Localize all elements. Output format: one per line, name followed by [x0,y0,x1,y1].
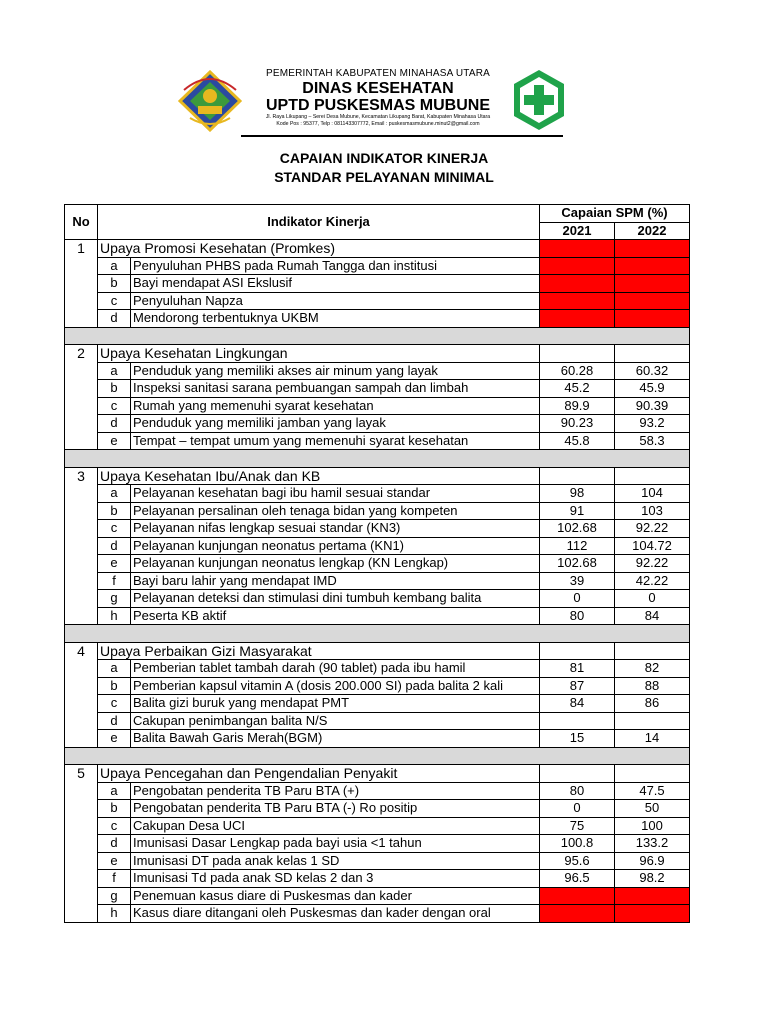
row-value-2022: 58.3 [615,432,690,450]
table-row [65,537,690,555]
header-no: No [65,205,98,240]
table-row [65,415,690,433]
row-value-2021: 87 [540,677,615,695]
row-value-2021: 102.68 [540,520,615,538]
section-title: Upaya Promosi Kesehatan (Promkes) [98,240,540,258]
row-value-2022: 86 [615,695,690,713]
row-letter: b [98,502,131,520]
row-value-2021: 90.23 [540,415,615,433]
header-year-2022: 2022 [615,222,690,240]
document-title-line-2: STANDAR PELAYANAN MINIMAL [274,169,494,185]
table-row [65,852,690,870]
row-value-2022: 92.22 [615,520,690,538]
table-row [65,870,690,888]
section-row [65,240,690,258]
row-value-2021: 39 [540,572,615,590]
section-row [65,467,690,485]
row-indicator-label: Pelayanan kunjungan neonatus lengkap (KN Lengkap) [131,555,540,573]
row-letter: a [98,257,131,275]
row-indicator-label: Pemberian kapsul vitamin A (dosis 200.000 SI) pada balita 2 kali [131,677,540,695]
uptd-name: UPTD PUSKESMAS MUBUNE [265,97,490,114]
row-indicator-label: Pelayanan nifas lengkap sesuai standar (KN3) [131,520,540,538]
row-value-2022: 42.22 [615,572,690,590]
table-row [65,660,690,678]
table-row [65,555,690,573]
section-value-cell [540,345,615,363]
row-letter: g [98,887,131,905]
row-letter: d [98,712,131,730]
row-value-2021: 95.6 [540,852,615,870]
row-value-2022 [615,275,690,293]
section-value-cell [540,765,615,783]
row-value-2021: 89.9 [540,397,615,415]
row-letter: b [98,275,131,293]
section-gap [65,450,690,468]
row-indicator-label: Balita gizi buruk yang mendapat PMT [131,695,540,713]
document-title-line-1: CAPAIAN INDIKATOR KINERJA [279,150,489,166]
row-value-2021: 96.5 [540,870,615,888]
row-value-2022: 96.9 [615,852,690,870]
row-indicator-label: Cakupan penimbangan balita N/S [131,712,540,730]
row-letter: c [98,397,131,415]
row-value-2022 [615,712,690,730]
row-value-2021: 80 [540,607,615,625]
row-value-2022: 88 [615,677,690,695]
table-row [65,292,690,310]
row-indicator-label: Imunisasi Dasar Lengkap pada bayi usia <1 tahun [131,835,540,853]
row-value-2021: 0 [540,590,615,608]
table-row [65,397,690,415]
row-value-2022: 103 [615,502,690,520]
row-value-2021: 75 [540,817,615,835]
row-value-2022: 45.9 [615,380,690,398]
table-row [65,275,690,293]
row-letter: c [98,520,131,538]
section-gap [65,625,690,643]
row-indicator-label: Pelayanan kesehatan bagi ibu hamil sesuai standar [131,485,540,503]
row-letter: b [98,800,131,818]
row-letter: a [98,485,131,503]
kabupaten-emblem-logo [178,70,242,132]
row-value-2022: 104 [615,485,690,503]
table-row [65,520,690,538]
row-indicator-label: Penyuluhan PHBS pada Rumah Tangga dan institusi [131,257,540,275]
row-value-2022 [615,310,690,328]
row-indicator-label: Rumah yang memenuhi syarat kesehatan [131,397,540,415]
gap-cell [65,327,690,345]
table-row [65,502,690,520]
row-letter: h [98,905,131,923]
row-letter: d [98,537,131,555]
row-value-2021 [540,310,615,328]
row-value-2021: 112 [540,537,615,555]
gap-cell [65,625,690,643]
section-title: Upaya Perbaikan Gizi Masyarakat [98,642,540,660]
government-name: PEMERINTAH KABUPATEN MINAHASA UTARA [265,68,491,79]
row-value-2021: 60.28 [540,362,615,380]
row-value-2021: 45.8 [540,432,615,450]
address-line-2: Kode Pos : 95377, Telp : 081143307772, Email : puskesmasmubune.minut2@gmail.com [276,120,480,127]
row-letter: e [98,432,131,450]
row-letter: b [98,677,131,695]
row-value-2021: 80 [540,782,615,800]
table-row [65,310,690,328]
row-value-2022: 98.2 [615,870,690,888]
address-line-1: Jl. Raya Likupang – Serei Desa Mubune, Kecamatan Likupang Barat, Kabupaten Minahasa Utara [265,114,491,120]
row-indicator-label: Mendorong terbentuknya UKBM [131,310,540,328]
row-indicator-label: Tempat – tempat umum yang memenuhi syarat kesehatan [131,432,540,450]
table-row [65,800,690,818]
row-indicator-label: Pengobatan penderita TB Paru BTA (+) [131,782,540,800]
row-indicator-label: Pengobatan penderita TB Paru BTA (-) Ro positip [131,800,540,818]
row-letter: a [98,660,131,678]
section-number: 2 [65,345,98,450]
section-gap [65,327,690,345]
row-value-2022: 133.2 [615,835,690,853]
section-value-cell [540,240,615,258]
row-indicator-label: Penduduk yang memiliki akses air minum yang layak [131,362,540,380]
row-indicator-label: Balita Bawah Garis Merah(BGM) [131,730,540,748]
row-indicator-label: Pemberian tablet tambah darah (90 tablet) pada ibu hamil [131,660,540,678]
gap-cell [65,450,690,468]
table-row [65,817,690,835]
row-letter: e [98,555,131,573]
row-indicator-label: Pelayanan deteksi dan stimulasi dini tumbuh kembang balita [131,590,540,608]
row-value-2022 [615,292,690,310]
row-indicator-label: Cakupan Desa UCI [131,817,540,835]
table-row [65,695,690,713]
table-row [65,905,690,923]
row-indicator-label: Penduduk yang memiliki jamban yang layak [131,415,540,433]
section-row [65,642,690,660]
row-value-2022: 60.32 [615,362,690,380]
row-letter: c [98,695,131,713]
row-value-2021 [540,292,615,310]
row-letter: f [98,870,131,888]
row-value-2022 [615,887,690,905]
section-value-cell [615,240,690,258]
section-value-cell [540,642,615,660]
row-value-2021: 102.68 [540,555,615,573]
row-value-2021 [540,257,615,275]
table-row [65,432,690,450]
row-value-2022: 104.72 [615,537,690,555]
row-letter: a [98,362,131,380]
section-title: Upaya Kesehatan Ibu/Anak dan KB [98,467,540,485]
section-gap [65,747,690,765]
section-value-cell [615,642,690,660]
row-value-2021: 100.8 [540,835,615,853]
row-value-2022: 100 [615,817,690,835]
table-row [65,677,690,695]
row-value-2022: 0 [615,590,690,608]
table-row [65,782,690,800]
row-value-2022 [615,905,690,923]
row-letter: d [98,835,131,853]
row-indicator-label: Pelayanan persalinan oleh tenaga bidan yang kompeten [131,502,540,520]
row-letter: b [98,380,131,398]
row-value-2022: 82 [615,660,690,678]
row-value-2021: 84 [540,695,615,713]
gap-cell [65,747,690,765]
section-number: 5 [65,765,98,923]
table-row [65,730,690,748]
row-letter: d [98,415,131,433]
table-row [65,887,690,905]
row-letter: d [98,310,131,328]
row-value-2022: 84 [615,607,690,625]
section-value-cell [615,467,690,485]
row-value-2022: 14 [615,730,690,748]
section-number: 4 [65,642,98,747]
row-indicator-label: Imunisasi Td pada anak SD kelas 2 dan 3 [131,870,540,888]
row-indicator-label: Pelayanan kunjungan neonatus pertama (KN1) [131,537,540,555]
section-value-cell [540,467,615,485]
row-indicator-label: Kasus diare ditangani oleh Puskesmas dan kader dengan oral [131,905,540,923]
table-row [65,362,690,380]
section-title: Upaya Kesehatan Lingkungan [98,345,540,363]
table-row [65,607,690,625]
table-row [65,712,690,730]
table-row [65,572,690,590]
letterhead-divider [241,135,563,137]
row-value-2022 [615,257,690,275]
section-row [65,765,690,783]
row-indicator-label: Imunisasi DT pada anak kelas 1 SD [131,852,540,870]
row-value-2021: 15 [540,730,615,748]
row-indicator-label: Penemuan kasus diare di Puskesmas dan kader [131,887,540,905]
spm-table [64,204,690,923]
table-row [65,257,690,275]
row-letter: f [98,572,131,590]
row-value-2022: 93.2 [615,415,690,433]
row-indicator-label: Bayi mendapat ASI Ekslusif [131,275,540,293]
row-value-2021: 91 [540,502,615,520]
row-value-2021 [540,712,615,730]
row-indicator-label: Penyuluhan Napza [131,292,540,310]
row-letter: c [98,817,131,835]
row-letter: c [98,292,131,310]
puskesmas-cross-logo [512,68,566,132]
row-indicator-label: Bayi baru lahir yang mendapat IMD [131,572,540,590]
table-row [65,380,690,398]
row-value-2022: 47.5 [615,782,690,800]
row-letter: e [98,730,131,748]
header-capaian: Capaian SPM (%) [540,205,690,223]
dinas-name: DINAS KESEHATAN [302,80,454,97]
row-letter: e [98,852,131,870]
row-indicator-label: Peserta KB aktif [131,607,540,625]
row-value-2021 [540,275,615,293]
section-value-cell [615,765,690,783]
section-number: 3 [65,467,98,625]
row-value-2021 [540,905,615,923]
header-year-2021: 2021 [540,222,615,240]
row-value-2022: 92.22 [615,555,690,573]
row-value-2021: 98 [540,485,615,503]
letterhead-text [246,68,510,127]
row-letter: a [98,782,131,800]
row-letter: h [98,607,131,625]
row-value-2021 [540,887,615,905]
table-row [65,485,690,503]
row-indicator-label: Inspeksi sanitasi sarana pembuangan sampah dan limbah [131,380,540,398]
header-indicator: Indikator Kinerja [98,205,540,240]
table-row [65,590,690,608]
table-row [65,835,690,853]
section-value-cell [615,345,690,363]
row-letter: g [98,590,131,608]
row-value-2021: 0 [540,800,615,818]
row-value-2022: 90.39 [615,397,690,415]
row-value-2021: 81 [540,660,615,678]
section-number: 1 [65,240,98,328]
section-row [65,345,690,363]
row-value-2021: 45.2 [540,380,615,398]
row-value-2022: 50 [615,800,690,818]
section-title: Upaya Pencegahan dan Pengendalian Penyakit [98,765,540,783]
